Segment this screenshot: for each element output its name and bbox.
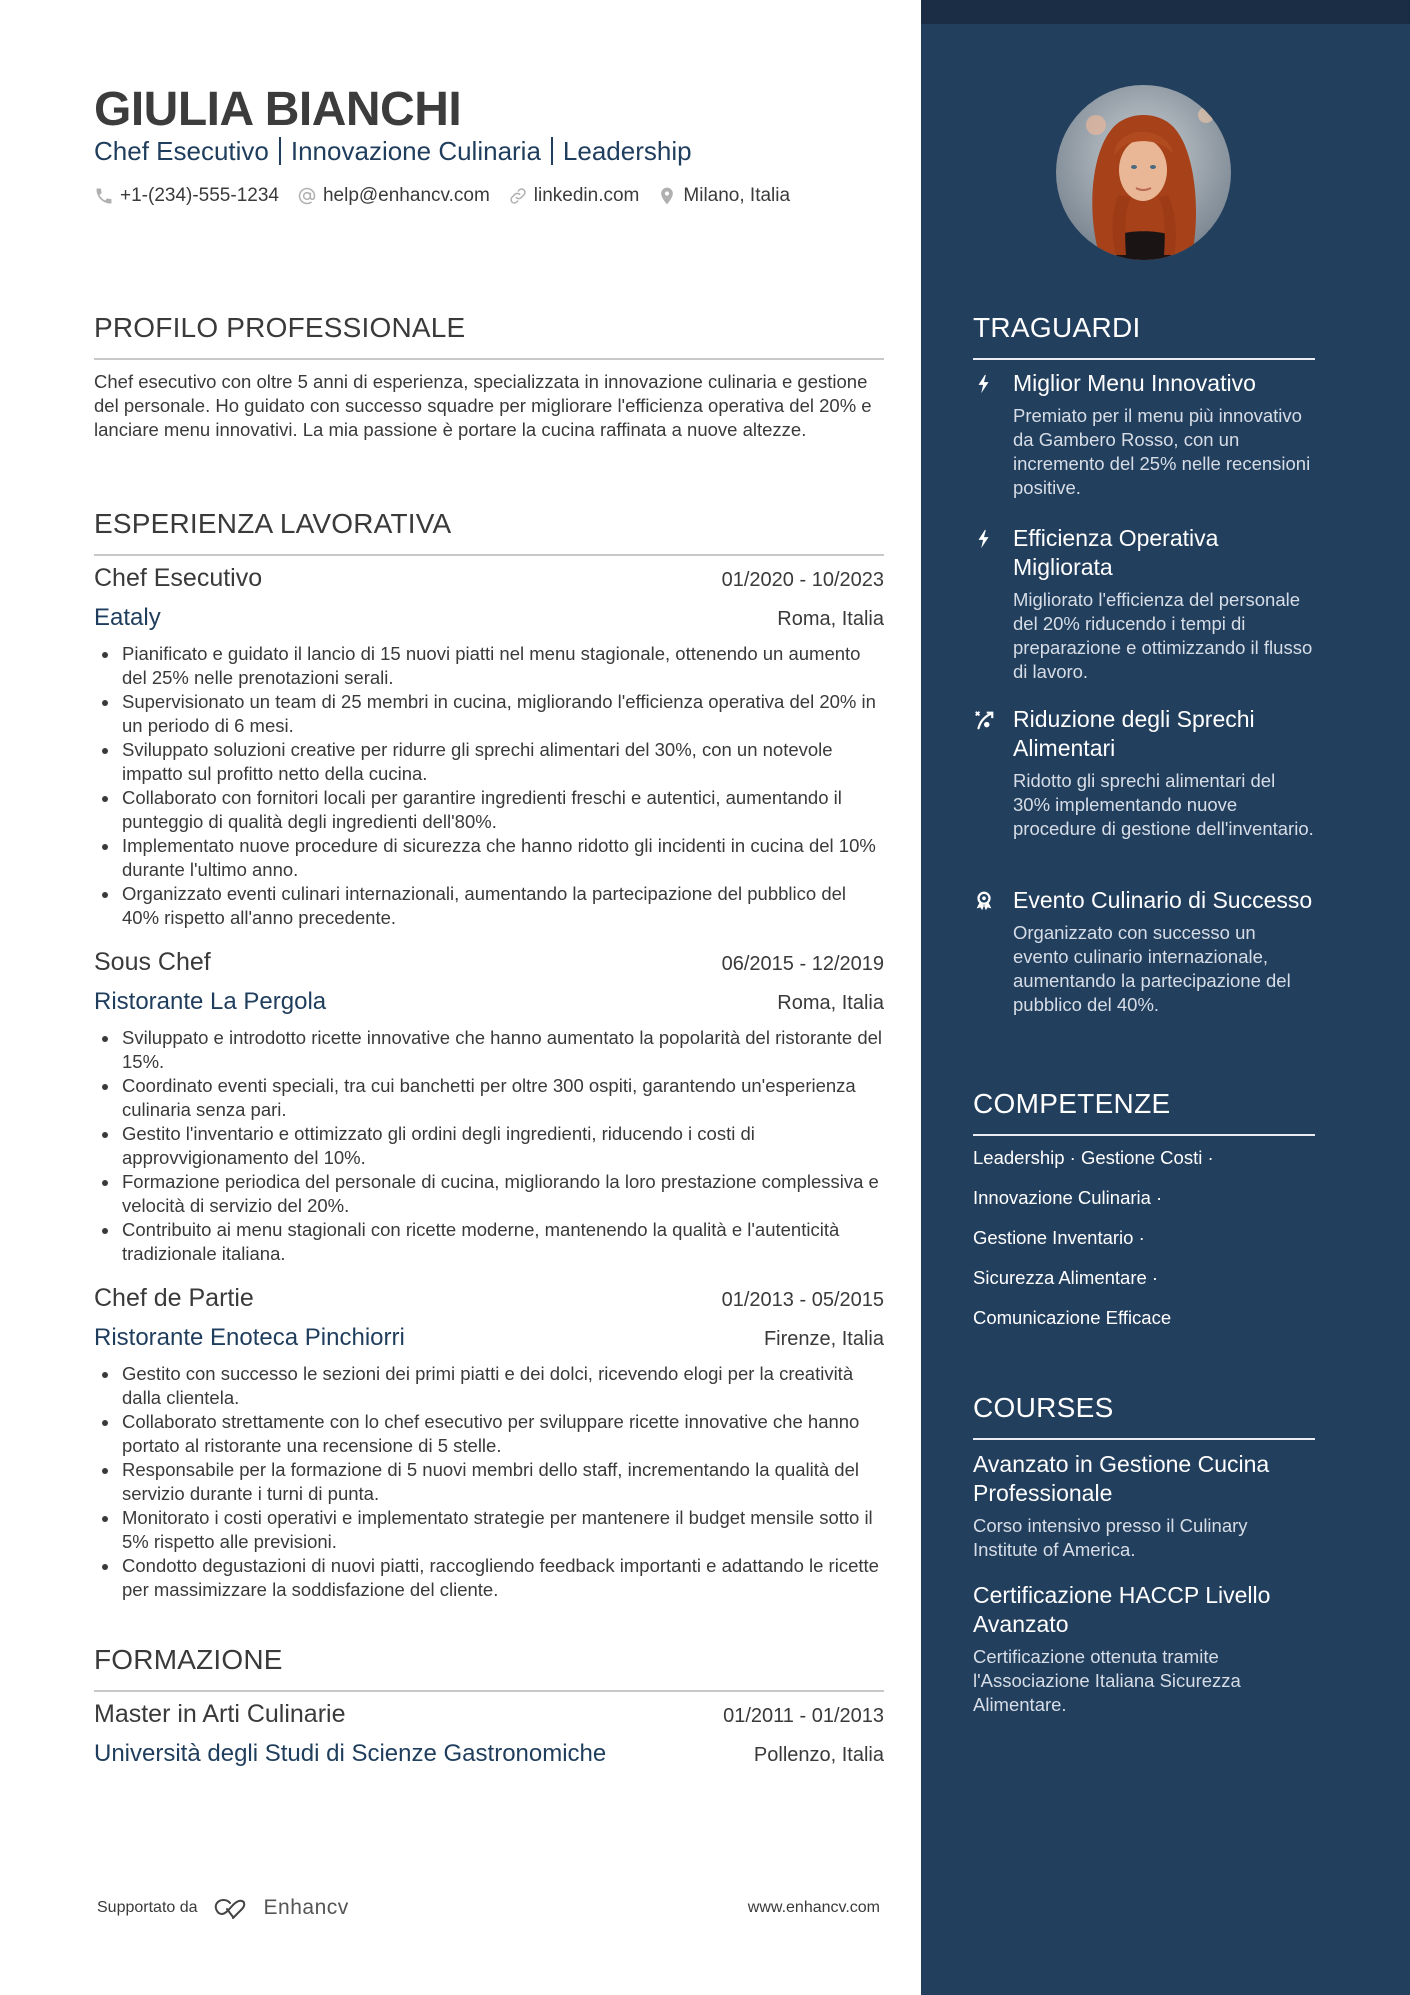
achievement-item	[973, 886, 1315, 1017]
contact-location	[657, 185, 790, 207]
skill-line: Innovazione Culinaria ·	[973, 1187, 1163, 1208]
headline-divider	[279, 137, 281, 165]
course-item	[973, 1450, 1315, 1562]
company-name: Ristorante Enoteca Pinchiorri	[94, 1324, 405, 1351]
skills-list	[973, 1146, 1315, 1346]
course-title: Certificazione HACCP Livello Avanzato	[973, 1582, 1271, 1637]
bullet-item: Collaborato strettamente con lo chef esecutivo per sviluppare ricette innovative che hanno portato al ristorante una recensione di 5 stelle.	[94, 1410, 884, 1458]
section-divider	[94, 554, 884, 556]
skill-line: Gestione Inventario ·	[973, 1227, 1145, 1248]
achievement-description: Organizzato con successo un evento culinario internazionale, aumentando la partecipazione del pubblico del 40%.	[1013, 922, 1291, 1015]
job-location: Firenze, Italia	[763, 1328, 884, 1350]
bullet-item: Sviluppato e introdotto ricette innovative che hanno aumentato la popolarità del ristorante del 15%.	[94, 1026, 884, 1074]
contact-phone[interactable]	[94, 185, 279, 207]
achievement-item	[973, 705, 1315, 841]
bullet-item: Formazione periodica del personale di cucina, migliorando la loro prestazione complessiva e velocità di servizio del 20%.	[94, 1170, 884, 1218]
job-location: Roma, Italia	[777, 608, 884, 630]
education-entry	[94, 1700, 884, 1778]
section-title-education: FORMAZIONE	[94, 1644, 283, 1675]
skill-line: Comunicazione Efficace	[973, 1307, 1172, 1328]
education-location: Pollenzo, Italia	[753, 1744, 884, 1766]
headline-part: Innovazione Culinaria	[290, 136, 541, 166]
achievement-item	[973, 524, 1315, 684]
job-dates: 01/2020 - 10/2023	[721, 569, 884, 591]
enhancv-brand: Enhancv	[263, 1896, 349, 1919]
contact-email[interactable]	[297, 185, 490, 207]
job-bullets	[94, 1362, 884, 1602]
candidate-name: GIULIA BIANCHI	[94, 83, 462, 136]
email-address: help@enhancv.com	[322, 185, 490, 206]
footer-powered-by	[97, 1896, 349, 1920]
bullet-item: Coordinato eventi speciali, tra cui banchetti per oltre 300 ospiti, garantendo un'esperienza culinaria senza pari.	[94, 1074, 884, 1122]
at-icon	[297, 186, 317, 206]
sidebar	[921, 0, 1410, 1995]
course-title: Avanzato in Gestione Cucina Professionale	[973, 1451, 1270, 1506]
bullet-item: Supervisionato un team di 25 membri in cucina, migliorando l'efficienza operativa del 20% in un periodo di 6 mesi.	[94, 690, 884, 738]
headline	[94, 136, 692, 167]
headline-part: Leadership	[562, 136, 692, 166]
achievement-description: Migliorato l'efficienza del personale del 20% riducendo i tempi di preparazione e ottimizzando il flusso di lavoro.	[1013, 589, 1313, 682]
link-icon	[508, 186, 528, 206]
strategy-arrow-icon	[973, 709, 995, 731]
section-title-experience: ESPERIENZA LAVORATIVA	[94, 508, 452, 539]
course-description: Corso intensivo presso il Culinary Institute of America.	[973, 1515, 1248, 1560]
course-item	[973, 1581, 1315, 1717]
section-title-courses: COURSES	[973, 1392, 1114, 1423]
section-divider	[94, 358, 884, 360]
sidebar-top-band	[921, 0, 1410, 24]
linkedin-url: linkedin.com	[533, 185, 640, 206]
skill-line: Sicurezza Alimentare ·	[973, 1267, 1159, 1288]
achievement-title: Miglior Menu Innovativo	[1013, 370, 1256, 396]
lightning-bolt-icon	[973, 373, 995, 395]
section-divider	[94, 1690, 884, 1692]
job-title: Chef de Partie	[94, 1284, 254, 1312]
job-location: Roma, Italia	[777, 992, 884, 1014]
powered-by-label: Supportato da	[97, 1899, 198, 1916]
bullet-item: Gestito l'inventario e ottimizzato gli ordini degli ingredienti, riducendo i costi di approvvigionamento del 10%.	[94, 1122, 884, 1170]
lightning-bolt-icon	[973, 528, 995, 550]
location-text: Milano, Italia	[683, 185, 791, 206]
section-title-skills: COMPETENZE	[973, 1088, 1171, 1119]
degree-title: Master in Arti Culinarie	[94, 1700, 346, 1728]
bullet-item: Responsabile per la formazione di 5 nuovi membri dello staff, incrementando la qualità del servizio durante i turni di punta.	[94, 1458, 884, 1506]
headline-part: Chef Esecutivo	[94, 136, 269, 166]
phone-icon	[94, 186, 114, 206]
bullet-item: Implementato nuove procedure di sicurezza che hanno ridotto gli incidenti in cucina del 10% durante l'ultimo anno.	[94, 834, 884, 882]
bullet-item: Pianificato e guidato il lancio di 15 nuovi piatti nel menu stagionale, ottenendo un aumento del 25% nelle prenotazioni serali.	[94, 642, 884, 690]
company-name: Eataly	[94, 604, 161, 631]
job-title: Sous Chef	[94, 948, 211, 976]
job-bullets	[94, 642, 884, 930]
section-divider	[973, 1438, 1315, 1440]
award-medal-icon	[973, 890, 995, 912]
section-divider	[973, 358, 1315, 360]
section-title-summary: PROFILO PROFESSIONALE	[94, 312, 466, 343]
job-title: Chef Esecutivo	[94, 564, 263, 592]
skill-line: Leadership · Gestione Costi ·	[973, 1147, 1214, 1168]
profile-photo	[1056, 85, 1231, 260]
footer-website[interactable]: www.enhancv.com	[747, 1899, 880, 1916]
bullet-item: Sviluppato soluzioni creative per ridurre gli sprechi alimentari del 30%, con un notevole impatto sul profitto netto della cucina.	[94, 738, 884, 786]
experience-entry	[94, 1284, 884, 1602]
bullet-item: Collaborato con fornitori locali per garantire ingredienti freschi e autentici, aumentando il punteggio di qualità degli ingredienti dell'80%.	[94, 786, 884, 834]
bullet-item: Condotto degustazioni di nuovi piatti, raccogliendo feedback importanti e adattando le ricette per massimizzare la soddisfazione del cliente.	[94, 1554, 884, 1602]
course-description: Certificazione ottenuta tramite l'Associazione Italiana Sicurezza Alimentare.	[973, 1646, 1241, 1715]
achievement-description: Ridotto gli sprechi alimentari del 30% implementando nuove procedure di gestione dell'inventario.	[1013, 770, 1314, 839]
achievement-title: Riduzione degli Sprechi Alimentari	[1013, 706, 1255, 761]
headline-divider	[551, 137, 553, 165]
experience-entry	[94, 948, 884, 1266]
achievement-title: Evento Culinario di Successo	[1013, 887, 1313, 913]
section-divider	[973, 1134, 1315, 1136]
education-dates: 01/2011 - 01/2013	[723, 1705, 884, 1727]
contact-info	[94, 185, 808, 207]
achievement-description: Premiato per il menu più innovativo da Gambero Rosso, con un incremento del 25% nelle recensioni positive.	[1013, 405, 1311, 498]
bullet-item: Organizzato eventi culinari internazionali, aumentando la partecipazione del pubblico del 40% rispetto all'anno precedente.	[94, 882, 884, 930]
summary-text: Chef esecutivo con oltre 5 anni di esperienza, specializzata in innovazione culinaria e gestione del personale. Ho guidato con successo squadre per migliorare l'efficienza operativa del 20% e lanciare menu innovativi. La mia passione è portare la cucina raffinata a nuove altezze.	[94, 371, 872, 440]
achievement-title: Efficienza Operativa Migliorata	[1013, 525, 1219, 580]
school-name: Università degli Studi di Scienze Gastronomiche	[94, 1740, 607, 1767]
location-pin-icon	[657, 186, 677, 206]
job-bullets	[94, 1026, 884, 1266]
phone-number: +1-(234)-555-1234	[120, 185, 279, 206]
bullet-item: Contribuito ai menu stagionali con ricette moderne, mantenendo la qualità e l'autenticità tradizionale italiana.	[94, 1218, 884, 1266]
bullet-item: Gestito con successo le sezioni dei primi piatti e dei dolci, ricevendo elogi per la creatività dalla clientela.	[94, 1362, 884, 1410]
job-dates: 01/2013 - 05/2015	[721, 1289, 884, 1311]
contact-linkedin[interactable]	[508, 185, 640, 207]
enhancv-logo-icon	[210, 1896, 256, 1920]
section-title-achievements: TRAGUARDI	[973, 312, 1141, 343]
experience-entry	[94, 564, 884, 930]
bullet-item: Monitorato i costi operativi e implementato strategie per mantenere il budget mensile sotto il 5% rispetto alle previsioni.	[94, 1506, 884, 1554]
achievement-item	[973, 369, 1315, 500]
company-name: Ristorante La Pergola	[94, 988, 327, 1015]
job-dates: 06/2015 - 12/2019	[721, 953, 884, 975]
